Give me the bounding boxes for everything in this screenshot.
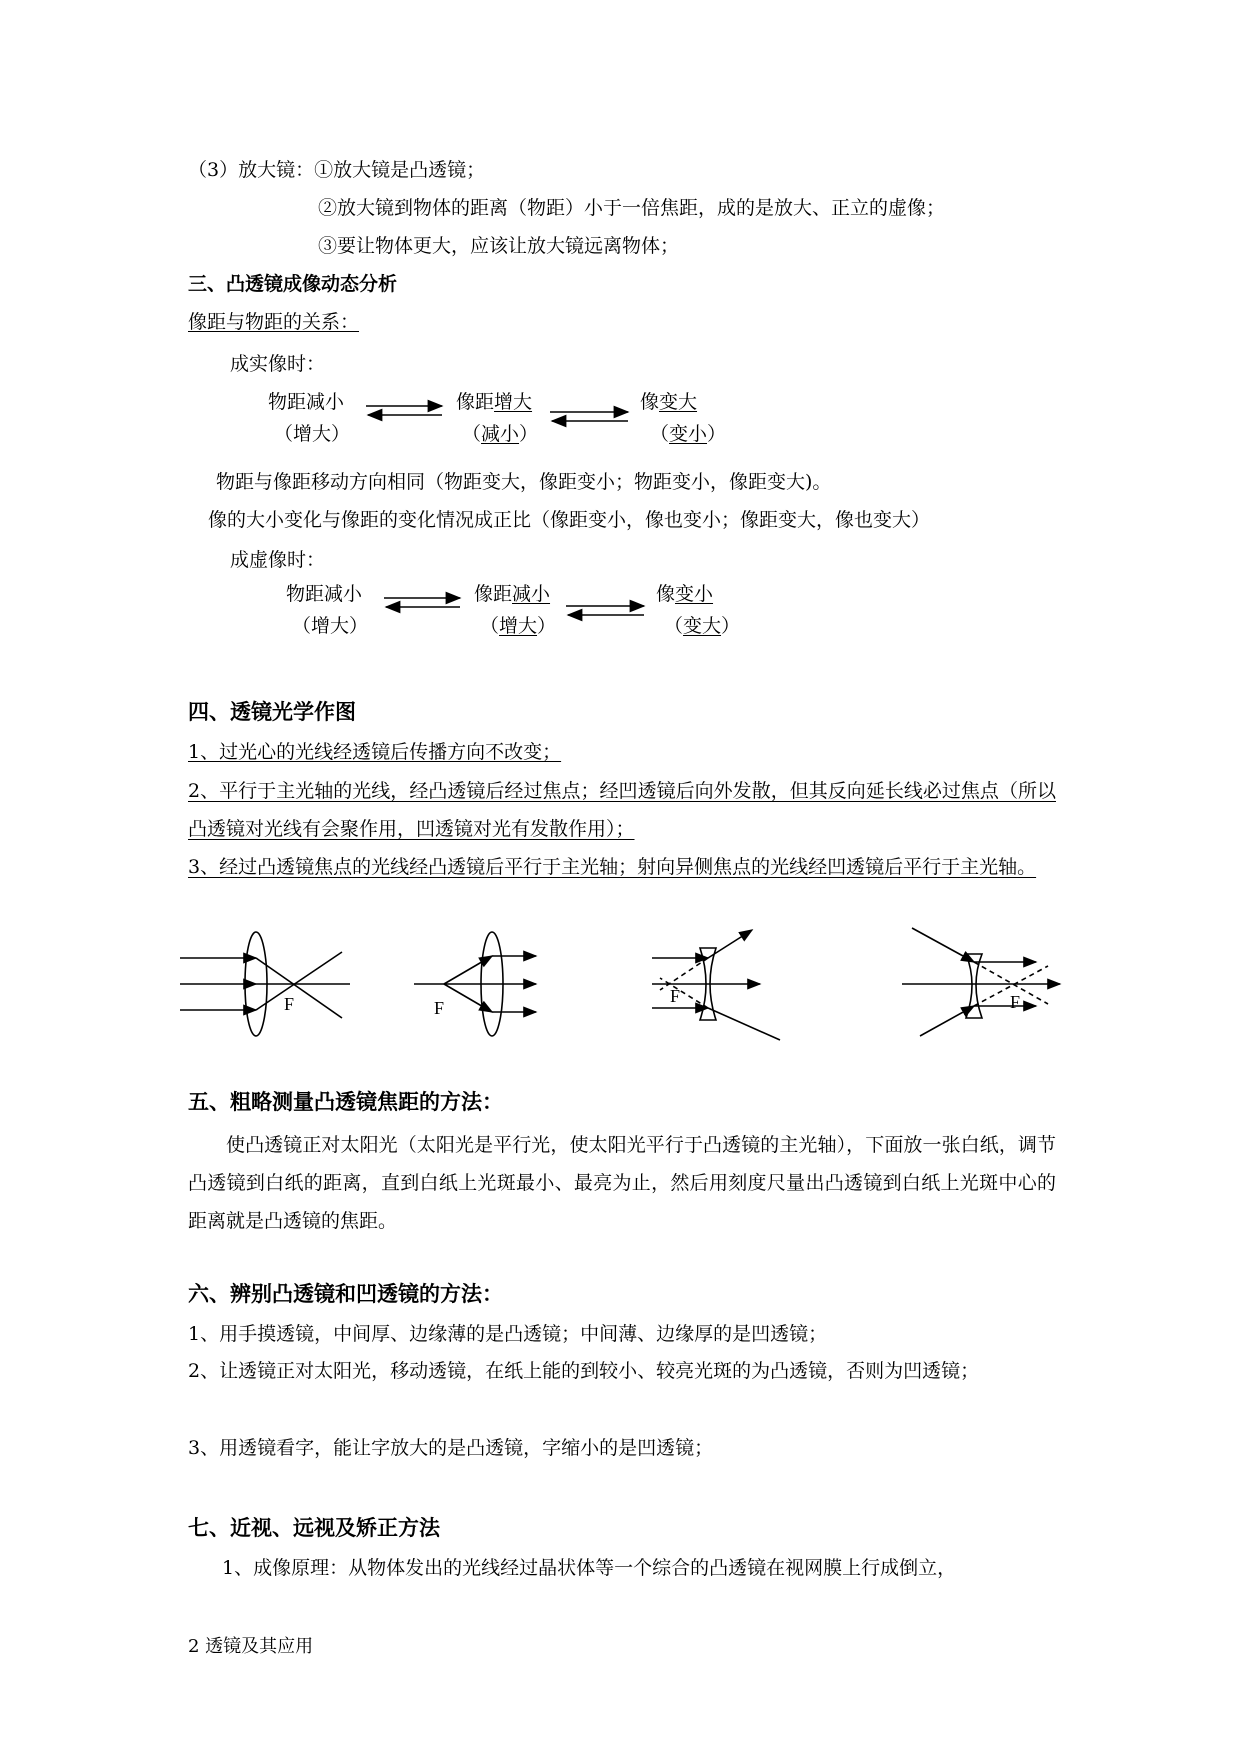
- identify-item-2: 2、让透镜正对太阳光，移动透镜，在纸上能的到较小、较亮光斑的为凸透镜，否则为凹透镜；: [188, 1360, 980, 1382]
- focus-label: F: [1010, 992, 1021, 1012]
- virtual-object-distance: 物距减小: [286, 583, 363, 605]
- virtual-object-distance-alt: （增大）: [292, 615, 369, 637]
- optics-rule-1: 1、过光心的光线经透镜后传播方向不改变；: [188, 741, 562, 763]
- concave-lens-diverging-diagram: [652, 930, 780, 1040]
- note-direction: 物距与像距移动方向相同（物距变大，像距变小；物距变小，像距变大)。: [216, 471, 832, 493]
- section-heading-identify: 六、辨别凸透镜和凹透镜的方法：: [188, 1282, 503, 1306]
- focus-label: F: [284, 994, 295, 1014]
- note-proportion: 像的大小变化与像距的变化情况成正比（像距变小，像也变小；像距变大，像也变大）: [208, 509, 931, 531]
- convex-lens-focus-to-parallel-diagram: [414, 932, 536, 1036]
- identify-item-3: 3、用透镜看字，能让字放大的是凸透镜，字缩小的是凹透镜；: [188, 1437, 714, 1459]
- optics-rule-2: 2、平行于主光轴的光线，经凸透镜后经过焦点；经凹透镜后向外发散，但其反向延长线必过焦点（所以凸透镜对光线有会聚作用，凹透镜对光有发散作用）；: [188, 780, 1056, 840]
- magnifier-line-2: ②放大镜到物体的距离（物距）小于一倍焦距，成的是放大、正立的虚像；: [318, 197, 946, 219]
- magnifier-line-3: ③要让物体更大，应该让放大镜远离物体；: [318, 235, 680, 257]
- virtual-image-size: 像变小: [656, 583, 714, 605]
- section-heading-focal-measure: 五、粗略测量凸透镜焦距的方法：: [188, 1090, 503, 1114]
- real-object-distance-alt: （增大）: [274, 423, 351, 445]
- magnifier-line-1: （3）放大镜：①放大镜是凸透镜；: [188, 159, 486, 181]
- real-image-distance: 像距增大: [456, 391, 533, 413]
- focal-measure-body: 使凸透镜正对太阳光（太阳光是平行光，使太阳光平行于凸透镜的主光轴），下面放一张白纸，调节凸透镜到白纸的距离，直到白纸上光斑最小、最亮为止，然后用刻度尺量出凸透镜到白纸上光斑中心的距离就是凸透镜的焦距。: [188, 1134, 1056, 1232]
- real-image-size: 像变大: [640, 391, 698, 413]
- real-image-size-alt: （变小）: [650, 423, 727, 445]
- real-image-label: 成实像时：: [230, 353, 326, 375]
- virtual-image-label: 成虚像时：: [230, 549, 326, 571]
- section-heading-vision: 七、近视、远视及矫正方法: [188, 1516, 440, 1540]
- real-object-distance: 物距减小: [268, 391, 345, 413]
- virtual-image-distance-alt: （增大）: [480, 615, 557, 637]
- focus-label: F: [434, 998, 445, 1018]
- concave-lens-to-parallel-diagram: [902, 928, 1060, 1036]
- vision-item-1: 1、成像原理：从物体发出的光线经过晶状体等一个综合的凸透镜在视网膜上行成倒立，: [222, 1557, 957, 1579]
- section-heading-dynamic: 三、凸透镜成像动态分析: [188, 273, 398, 295]
- convex-lens-converging-diagram: [180, 932, 350, 1036]
- subheading-relation: 像距与物距的关系：: [188, 311, 360, 333]
- virtual-image-distance: 像距减小: [474, 583, 551, 605]
- real-image-distance-alt: （减小）: [462, 423, 539, 445]
- page-footer: 2 透镜及其应用: [188, 1636, 314, 1657]
- identify-item-1: 1、用手摸透镜，中间厚、边缘薄的是凸透镜；中间薄、边缘厚的是凹透镜；: [188, 1323, 828, 1345]
- optics-rule-3: 3、经过凸透镜焦点的光线经凸透镜后平行于主光轴；射向异侧焦点的光线经凹透镜后平行于主光轴。: [188, 856, 1037, 878]
- focus-label: F: [670, 986, 681, 1006]
- section-heading-optics: 四、透镜光学作图: [188, 700, 356, 724]
- virtual-image-size-alt: （变大）: [664, 615, 741, 637]
